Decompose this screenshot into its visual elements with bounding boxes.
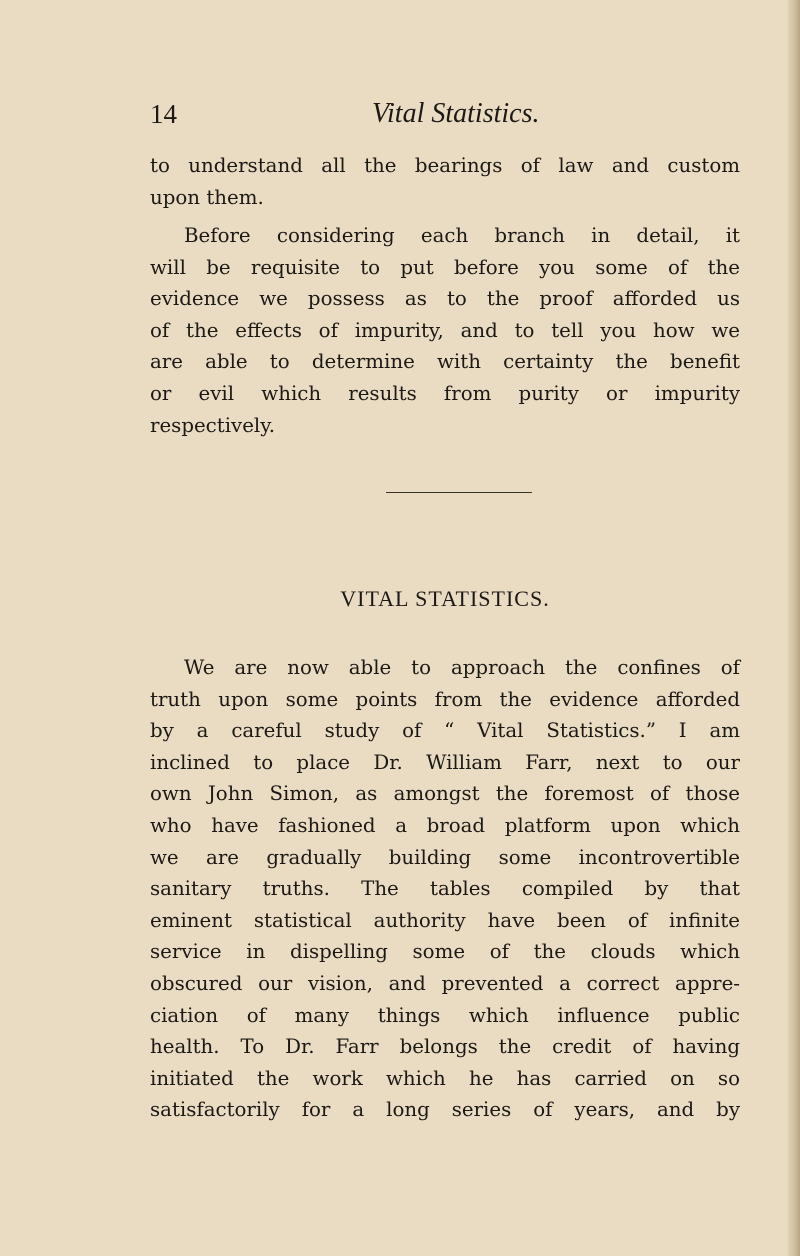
text-line: by a careful study of “ Vital Statistics.” I am bbox=[150, 719, 740, 743]
text-line: ciation of many things which influence public bbox=[150, 1003, 740, 1027]
text-line: inclined to place Dr. William Farr, next to our bbox=[150, 750, 740, 774]
text-line: or evil which results from purity or impurity bbox=[150, 381, 740, 405]
section-divider bbox=[386, 492, 532, 493]
text-line: sanitary truths. The tables compiled by that bbox=[150, 877, 740, 901]
page-header bbox=[150, 96, 750, 136]
paragraph-2 bbox=[150, 220, 740, 441]
running-head: Vital Statistics. bbox=[372, 98, 540, 129]
text-line: eminent statistical authority have been of infinite bbox=[150, 908, 740, 932]
text-line: will be requisite to put before you some of the bbox=[150, 255, 740, 279]
text-line: obscured our vision, and prevented a correct appre- bbox=[150, 971, 740, 995]
text-line: we are gradually building some incontrovertible bbox=[150, 845, 740, 869]
text-line: upon them. bbox=[150, 185, 264, 209]
text-line: We are now able to approach the confines of bbox=[184, 656, 740, 679]
text-line: of the effects of impurity, and to tell you how we bbox=[150, 318, 740, 342]
text-line: Before considering each branch in detail, it bbox=[184, 224, 740, 247]
paragraph-3 bbox=[150, 652, 740, 1126]
text-line: service in dispelling some of the clouds which bbox=[150, 940, 740, 964]
text-line: health. To Dr. Farr belongs the credit of having bbox=[150, 1035, 740, 1059]
paragraph-1 bbox=[150, 150, 740, 213]
text-line: are able to determine with certainty the benefit bbox=[150, 350, 740, 374]
text-line: initiated the work which he has carried on so bbox=[150, 1066, 740, 1090]
text-line: satisfactorily for a long series of years, and by bbox=[150, 1098, 740, 1122]
text-line: truth upon some points from the evidence afforded bbox=[150, 687, 740, 711]
text-line: evidence we possess as to the proof afforded us bbox=[150, 287, 740, 311]
text-line: respectively. bbox=[150, 413, 276, 437]
text-line: who have fashioned a broad platform upon which bbox=[150, 813, 740, 837]
page-edge bbox=[788, 0, 800, 1256]
text-line: to understand all the bearings of law and custom bbox=[150, 154, 740, 177]
text-line: own John Simon, as amongst the foremost of those bbox=[150, 782, 740, 806]
section-heading: VITAL STATISTICS. bbox=[340, 586, 550, 611]
page-number: 14 bbox=[150, 99, 177, 129]
